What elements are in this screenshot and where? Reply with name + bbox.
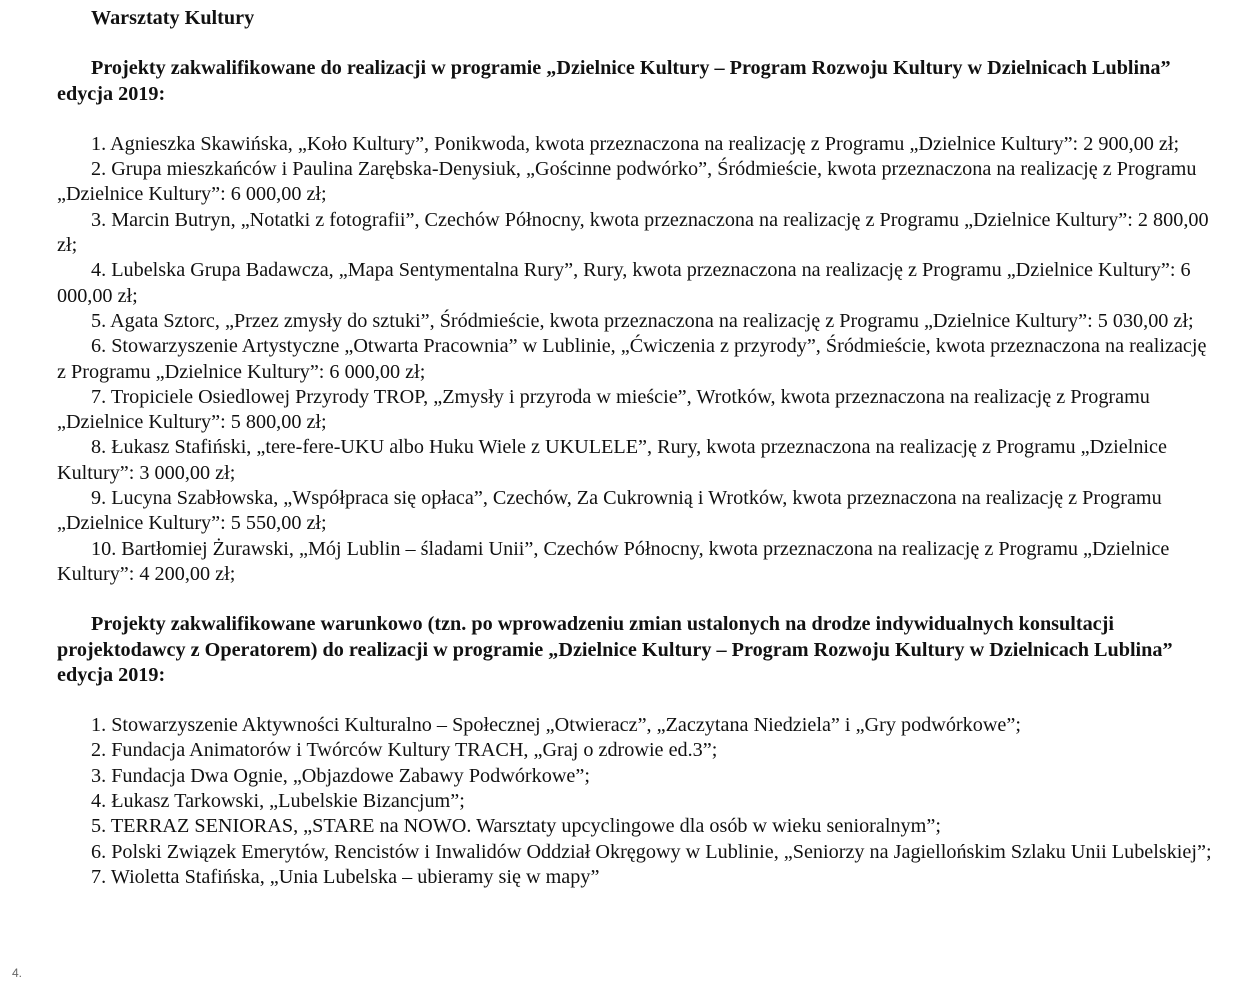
list-item: 5. Agata Sztorc, „Przez zmysły do sztuki”, Śródmieście, kwota przeznaczona na realizację z Programu „Dzielnice Kultury”: 5 030,00 zł; <box>91 309 1194 332</box>
section2-list <box>57 713 1215 890</box>
section1-heading: Projekty zakwalifikowane do realizacji w programie „Dzielnice Kultury – Program Rozwoju Kultury w Dzielnicach Lublina” edycja 2019: <box>57 57 1171 105</box>
document-title: Warsztaty Kultury <box>91 7 255 29</box>
section1-list <box>57 132 1215 587</box>
spacer <box>57 688 1215 713</box>
list-item: 2. Grupa mieszkańców i Paulina Zarębska-Denysiuk, „Gościnne podwórko”, Śródmieście, kwota przeznaczona na realizację z Programu „Dzielnice Kultury”: 6 000,00 zł; <box>57 158 1197 206</box>
list-item: 6. Stowarzyszenie Artystyczne „Otwarta Pracownia” w Lublinie, „Ćwiczenia z przyrody”, Śródmieście, kwota przeznaczona na realizację z Programu „Dzielnice Kultury”: 6 000,00 zł; <box>57 335 1207 383</box>
spacer <box>57 107 1215 132</box>
page-number: 4. <box>12 966 23 980</box>
document-body <box>57 6 1215 890</box>
spacer <box>57 31 1215 56</box>
list-item: 5. TERRAZ SENIORAS, „STARE na NOWO. Warsztaty upcyclingowe dla osób w wieku senioralnym”; <box>91 815 941 838</box>
list-item: 8. Łukasz Stafiński, „tere-fere-UKU albo Huku Wiele z UKULELE”, Rury, kwota przeznaczona na realizację z Programu „Dzielnice Kultury”: 3 000,00 zł; <box>57 436 1167 484</box>
list-item: 7. Tropiciele Osiedlowej Przyrody TROP, „Zmysły i przyroda w mieście”, Wrotków, kwota przeznaczona na realizację z Programu „Dzielnice Kultury”: 5 800,00 zł; <box>57 385 1150 434</box>
list-item: 3. Marcin Butryn, „Notatki z fotografii”, Czechów Północny, kwota przeznaczona na realizację z Programu „Dzielnice Kultury”: 2 800,00 zł; <box>57 208 1209 257</box>
list-item: 3. Fundacja Dwa Ognie, „Objazdowe Zabawy Podwórkowe”; <box>91 764 590 787</box>
list-item: 4. Lubelska Grupa Badawcza, „Mapa Sentymentalna Rury”, Rury, kwota przeznaczona na realizację z Programu „Dzielnice Kultury”: 6 000,00 zł; <box>57 259 1191 307</box>
list-item: 2. Fundacja Animatorów i Twórców Kultury TRACH, „Graj o zdrowie ed.3”; <box>91 739 718 762</box>
list-item: 4. Łukasz Tarkowski, „Lubelskie Bizancjum”; <box>91 790 465 813</box>
list-item: 1. Stowarzyszenie Aktywności Kulturalno – Społecznej „Otwieracz”, „Zaczytana Niedziela” i „Gry podwórkowe”; <box>91 714 1021 737</box>
list-item: 6. Polski Związek Emerytów, Rencistów i Inwalidów Oddział Okręgowy w Lublinie, „Seniorzy na Jagiellońskim Szlaku Unii Lubelskiej”; <box>91 840 1212 863</box>
list-item: 1. Agnieszka Skawińska, „Koło Kultury”, Ponikwoda, kwota przeznaczona na realizację z Programu „Dzielnice Kultury”: 2 900,00 zł; <box>91 132 1180 155</box>
list-item: 9. Lucyna Szabłowska, „Współpraca się opłaca”, Czechów, Za Cukrownią i Wrotków, kwota przeznaczona na realizację z Programu „Dzielnice Kultury”: 5 550,00 zł; <box>57 487 1162 535</box>
spacer <box>57 587 1215 612</box>
section2-heading: Projekty zakwalifikowane warunkowo (tzn. po wprowadzeniu zmian ustalonych na drodze indywidualnych konsultacji projektodawcy z Operatorem) do realizacji w programie „Dzielnice Kultury – Program Rozwoju Kultury w Dzielnicach Lublina” edycja 2019: <box>57 613 1173 686</box>
list-item: 10. Bartłomiej Żurawski, „Mój Lublin – śladami Unii”, Czechów Północny, kwota przeznaczona na realizację z Programu „Dzielnice Kultury”: 4 200,00 zł; <box>57 537 1170 585</box>
list-item: 7. Wioletta Stafińska, „Unia Lubelska – ubieramy się w mapy” <box>91 865 600 888</box>
